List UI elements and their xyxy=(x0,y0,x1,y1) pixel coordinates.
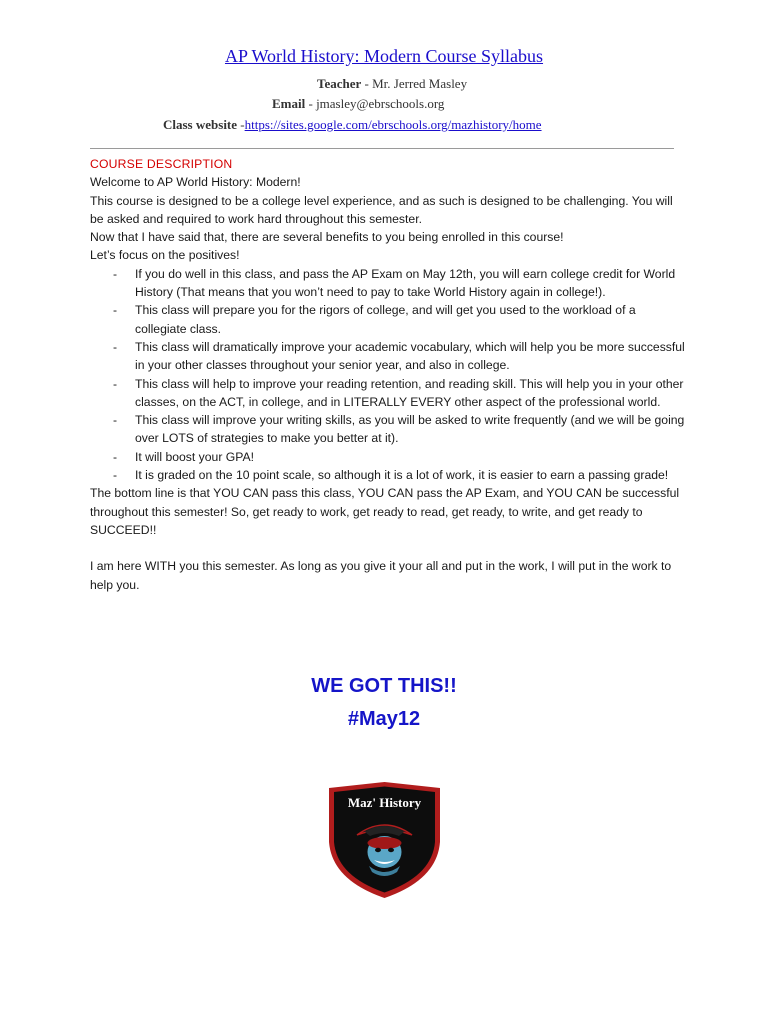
teacher-value: - Mr. Jerred Masley xyxy=(361,76,468,91)
intro-line: Now that I have said that, there are several benefits to you being enrolled in this course! xyxy=(90,230,564,245)
website-label: Class website xyxy=(163,117,238,132)
list-item: - This class will help to improve your reading retention, and reading skill. This will help you in your other classes, on the ACT, in college, and in LITERALLY EVERY other aspect of the professional world. xyxy=(90,375,685,412)
benefits-list xyxy=(90,265,685,485)
intro-line: This course is designed to be a college level experience, and as such is designed to be challenging. You will be asked and required to work hard throughout this semester. xyxy=(90,193,673,226)
list-item: - This class will dramatically improve your academic vocabulary, which will help you be more successful in your other classes throughout your senior year, and also in college. xyxy=(90,338,685,375)
logo-text: Maz' History xyxy=(347,795,422,810)
website-link[interactable]: https://sites.google.com/ebrschools.org/mazhistory/home xyxy=(244,117,542,132)
website-line xyxy=(163,117,542,133)
document-title: AP World History: Modern Course Syllabus xyxy=(224,46,544,66)
course-description xyxy=(90,155,685,594)
teacher-line xyxy=(317,76,467,92)
teacher-label: Teacher xyxy=(317,76,362,91)
closing-paragraph: I am here WITH you this semester. As long as you give it your all and put in the work, I will put in the work to help you. xyxy=(90,559,672,592)
email-label: Email xyxy=(272,96,306,111)
cheer-line: WE GOT THIS!! xyxy=(311,675,457,697)
list-item: - It will boost your GPA! xyxy=(90,448,685,466)
email-line xyxy=(272,96,444,112)
hashtag-line: #May12 xyxy=(347,708,421,730)
list-item: - It is graded on the 10 point scale, so although it is a lot of work, it is easier to earn a passing grade! xyxy=(90,466,685,484)
intro-line: Let’s focus on the positives! xyxy=(90,248,240,263)
list-item: - If you do well in this class, and pass the AP Exam on May 12th, you will earn college credit for World History (That means that you won’t need to pay to take World History again in college!). xyxy=(90,265,685,302)
header-divider xyxy=(90,148,674,149)
bottom-line-paragraph: The bottom line is that YOU CAN pass this class, YOU CAN pass the AP Exam, and YOU CAN be successful throughout this semester! So, get ready to work, get ready to read, get ready, to write, and get ready to SUCCEED!! xyxy=(90,486,680,537)
list-item: - This class will prepare you for the rigors of college, and will get you used to the workload of a collegiate class. xyxy=(90,301,685,338)
website-separator: - xyxy=(237,117,245,132)
maz-history-logo xyxy=(327,780,442,900)
intro-line: Welcome to AP World History: Modern! xyxy=(90,175,301,190)
email-value: - jmasley@ebrschools.org xyxy=(305,96,445,111)
list-item: - This class will improve your writing skills, as you will be asked to write frequently (and we will be going over LOTS of strategies to make you better at it). xyxy=(90,411,685,448)
section-heading: COURSE DESCRIPTION xyxy=(90,157,233,171)
